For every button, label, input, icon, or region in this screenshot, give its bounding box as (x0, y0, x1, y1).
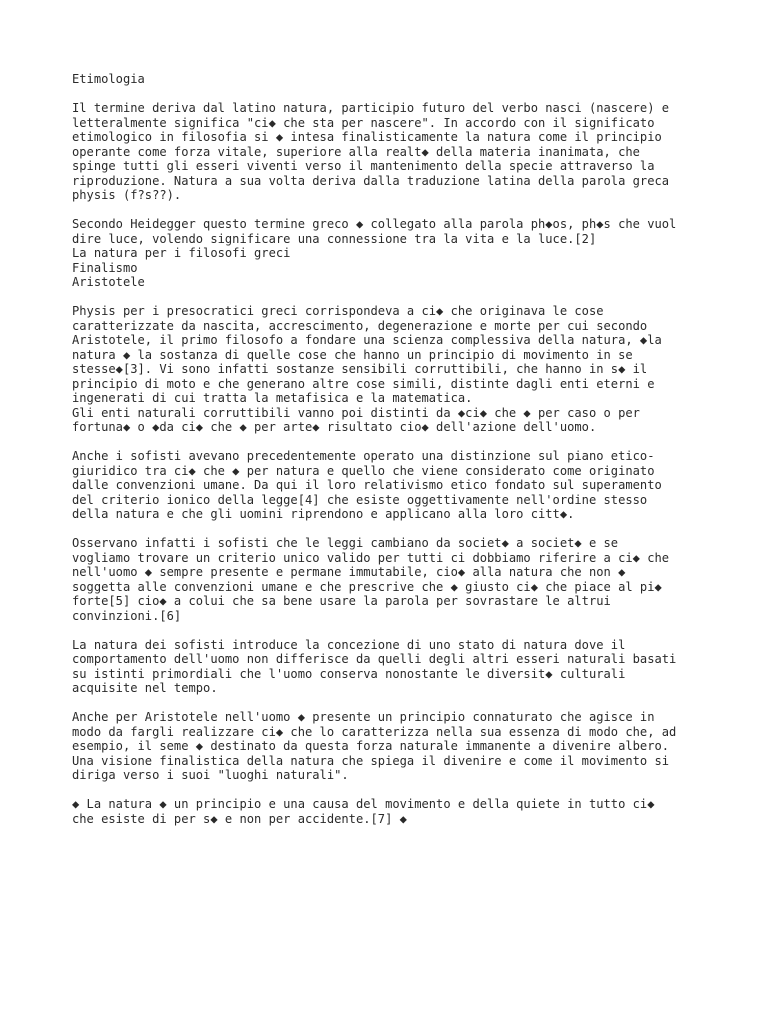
document-title: Etimologia (72, 72, 145, 86)
paragraph (72, 710, 712, 783)
text-line: del criterio ionico della legge[4] che esiste oggettivamente nell'ordine stesso (72, 492, 648, 507)
paragraph (72, 638, 712, 696)
text-line: Gli enti naturali corruttibili vanno poi distinti da ◆ci◆ che ◆ per caso o per (72, 405, 640, 420)
paragraph (72, 536, 712, 623)
text-line: comportamento dell'uomo non differisce da quelli degli altri esseri naturali basati (72, 652, 677, 666)
paragraph (72, 217, 712, 290)
text-line: Anche i sofisti avevano precedentemente operato una distinzione sul piano etico- (72, 449, 655, 463)
text-line: natura ◆ la sostanza di quelle cose che hanno un principio di movimento in se (72, 347, 633, 362)
text-line: spinge tutti gli esseri viventi verso il mantenimento della specie attraverso la (72, 159, 655, 173)
paragraph (72, 797, 712, 826)
text-line: su istinti primordiali che l'uomo conserva nonostante le diversit◆ culturali (72, 666, 626, 681)
text-line: Anche per Aristotele nell'uomo ◆ presente un principio connaturato che agisce in (72, 710, 655, 724)
text-line: della natura e che gli uomini riprendono e applicano alla loro citt◆. (72, 507, 575, 521)
text-line: La natura per i filosofi greci (72, 246, 291, 260)
text-line: forte[5] cio◆ a colui che sa bene usare la parola per sovrastare le altrui (72, 594, 611, 608)
text-line: acquisite nel tempo. (72, 681, 218, 695)
document-page (72, 72, 712, 841)
text-line: esempio, il seme ◆ destinato da questa forza naturale immanente a divenire albero. (72, 739, 670, 753)
text-line: operante come forza vitale, superiore alla realt◆ della materia inanimata, che (72, 144, 640, 159)
text-line: Il termine deriva dal latino natura, participio futuro del verbo nasci (nascere) e (72, 101, 670, 115)
text-line: fortuna◆ o ◆da ci◆ che ◆ per arte◆ risultato cio◆ dell'azione dell'uomo. (72, 420, 597, 434)
paragraph (72, 101, 712, 203)
text-line: Secondo Heidegger questo termine greco ◆ collegato alla parola ph◆os, ph◆s che vuol (72, 217, 677, 231)
text-line: Una visione finalistica della natura che spiega il divenire e come il movimento si (72, 753, 670, 768)
text-line: modo da fargli realizzare ci◆ che lo caratterizza nella sua essenza di modo che, ad (72, 724, 677, 739)
text-line: riproduzione. Natura a sua volta deriva dalla traduzione latina della parola greca (72, 173, 670, 188)
text-line: soggetta alle convenzioni umane e che prescrive che ◆ giusto ci◆ che piace al pi◆ (72, 579, 662, 594)
text-line: Physis per i presocratici greci corrispondeva a ci◆ che originava le cose (72, 304, 604, 318)
text-line: che esiste di per s◆ e non per accidente.[7] ◆ (72, 811, 407, 826)
text-line: caratterizzate da nascita, accrescimento, degenerazione e morte per cui secondo (72, 318, 648, 333)
text-line: ◆ La natura ◆ un principio e una causa del movimento e della quiete in tutto ci◆ (72, 797, 655, 811)
text-line: stesse◆[3]. Vi sono infatti sostanze sensibili corruttibili, che hanno in s◆ il (72, 362, 648, 376)
text-line: Osservano infatti i sofisti che le leggi cambiano da societ◆ a societ◆ e se (72, 536, 619, 550)
text-line: ingenerati di cui tratta la metafisica e la matematica. (72, 391, 473, 405)
text-line: La natura dei sofisti introduce la concezione di uno stato di natura dove il (72, 637, 626, 652)
text-line: nell'uomo ◆ sempre presente e permane immutabile, cio◆ alla natura che non ◆ (72, 565, 626, 579)
text-line: Aristotele, il primo filosofo a fondare una scienza complessiva della natura, ◆la (72, 333, 662, 347)
text-line: dire luce, volendo significare una connessione tra la vita e la luce.[2] (72, 231, 597, 246)
text-line: dalle convenzioni umane. Da qui il loro relativismo etico fondato sul superamento (72, 478, 662, 492)
text-line: letteralmente significa "ci◆ che sta per nascere". In accordo con il significato (72, 115, 655, 130)
text-line: diriga verso i suoi "luoghi naturali". (72, 768, 349, 782)
text-line: Aristotele (72, 275, 145, 289)
text-line: etimologico in filosofia si ◆ intesa finalisticamente la natura come il principio (72, 130, 662, 144)
text-line: vogliamo trovare un criterio unico valido per tutti ci dobbiamo riferire a ci◆ che (72, 550, 670, 565)
text-line: principio di moto e che generano altre cose simili, distinte dagli enti eterni e (72, 376, 655, 391)
document-body (72, 101, 712, 826)
text-line: physis (f?s??). (72, 188, 182, 202)
text-line: convinzioni.[6] (72, 608, 182, 623)
paragraph (72, 304, 712, 435)
text-line: Finalismo (72, 260, 138, 275)
text-line: giuridico tra ci◆ che ◆ per natura e quello che viene considerato come originato (72, 463, 655, 478)
paragraph (72, 449, 712, 522)
